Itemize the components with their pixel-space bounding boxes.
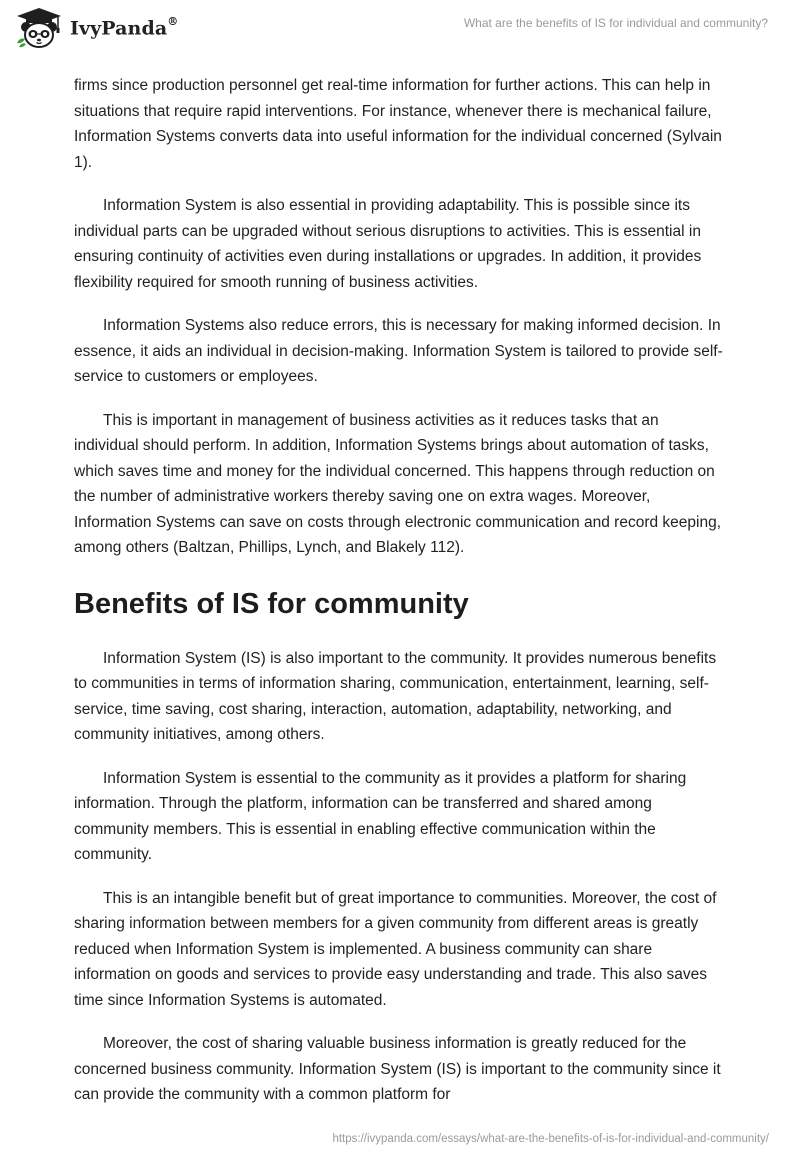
paragraph: Information System is essential to the community as it provides a platform for sharing information. Through the platform, information can be transferred and shared among community members. This is essential in enabling effective communication within the community. [74, 769, 687, 863]
page-header [0, 0, 800, 68]
paragraph: Information Systems also reduce errors, this is necessary for making informed decision. In essence, it aids an individual in decision-making. Information System is tailored to provide self-service to customers or employees. [74, 317, 723, 385]
ivypanda-logo[interactable] [14, 7, 178, 49]
section-heading: Benefits of IS for community [74, 587, 469, 620]
paragraph: This is important in management of business activities as it reduces tasks that an individual should perform. In addition, Information Systems brings about automation of tasks, which saves time and money for the individual concerned. This happens through reduction on the number of administrative workers thereby saving one on extra wages. Moreover, Information Systems can save on costs through electronic communication and record keeping, among others (Baltzan, Phillips, Lynch, and Blakely 112). [74, 411, 722, 556]
paragraph: Information System is also essential in providing adaptability. This is possible since its individual parts can be upgraded without serious disruptions to activities. This is essential in ensuring continuity of activities even during installations or upgrades. In addition, it provides flexibility required for smooth running of business activities. [74, 197, 702, 291]
paragraph: Information System (IS) is also important to the community. It provides numerous benefits to communities in terms of information sharing, communication, entertainment, learning, self-service, time saving, cost sharing, interaction, automation, adaptability, networking, and community initiatives, among others. [74, 649, 717, 743]
paragraph: This is an intangible benefit but of great importance to communities. Moreover, the cost of sharing information between members for a given community from different areas is greatly reduced when Information System is implemented. A business community can share information on goods and services to provide easy understanding and trade. This also saves time since Information Systems is automated. [74, 889, 717, 1009]
article-body [74, 73, 726, 1126]
logo-wordmark: IvyPanda® [70, 14, 179, 40]
paragraph: firms since production personnel get real-time information for further actions. This can help in situations that require rapid interventions. For instance, whenever there is mechanical failure, Information Systems converts data into useful information for the individual concerned (Sylvain 1). [74, 77, 722, 171]
paragraph: Moreover, the cost of sharing valuable business information is greatly reduced for the concerned business community. Information System (IS) is important to the community since it can provide the community with a common platform for [74, 1035, 721, 1103]
source-url[interactable]: https://ivypanda.com/essays/what-are-the-benefits-of-is-for-individual-and-community/ [332, 1133, 769, 1145]
document-title: What are the benefits of IS for individual and community? [463, 16, 768, 30]
panda-graduate-icon [14, 7, 64, 49]
